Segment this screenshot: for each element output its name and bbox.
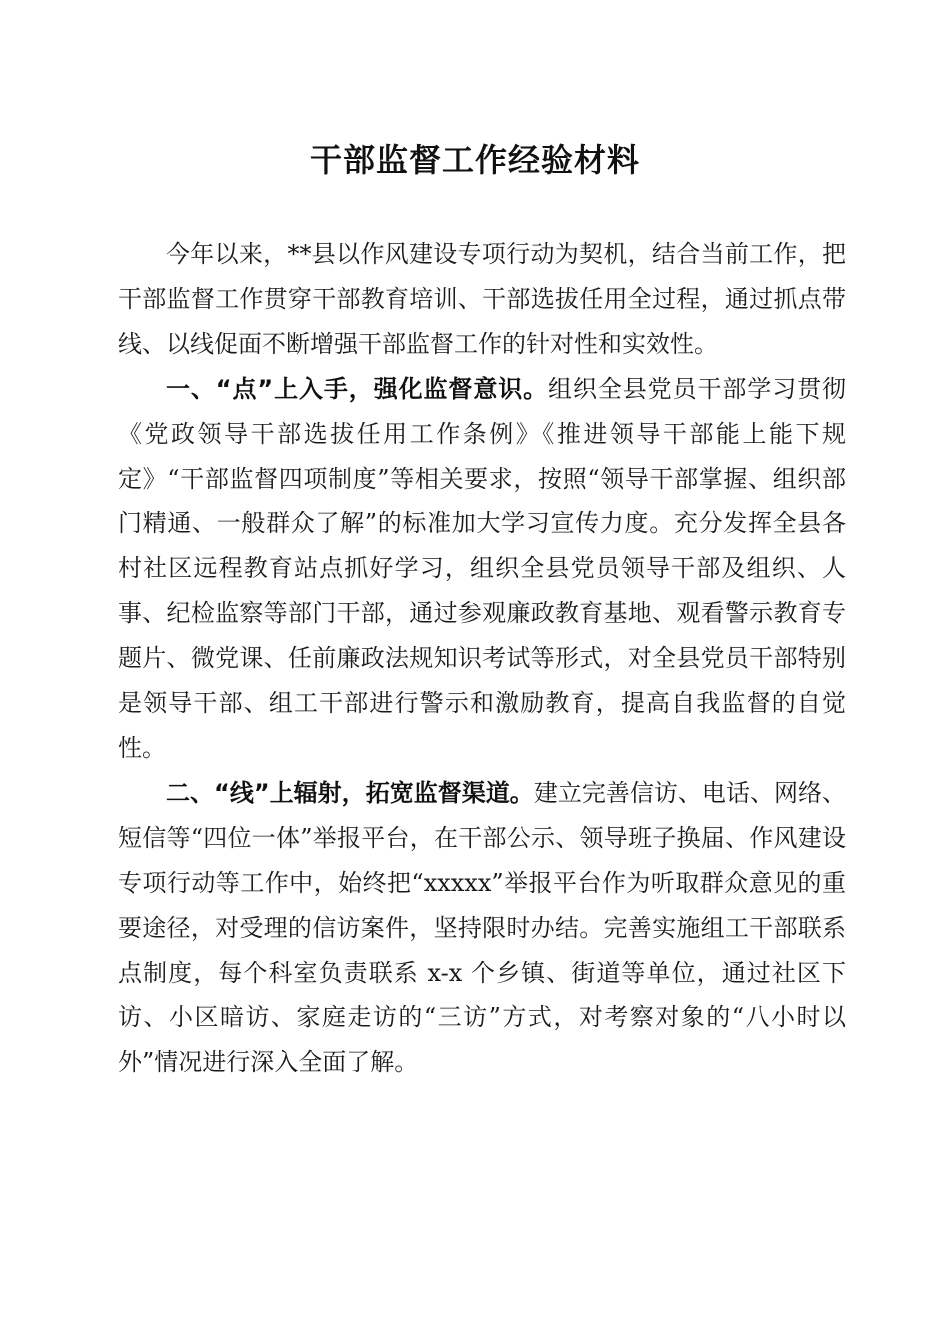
section-2-text: 建立完善信访、电话、网络、短信等“四位一体”举报平台，在干部公示、领导班子换届、作风建设专项行动等工作中，始终把“xxxxx”举报平台作为听取群众意见的重要途径，对受理的信访案件，坚持限时办结。完善实施组工干部联系点制度，每个科室负责联系 x-x 个乡镇、街道等单位，通过社区下访、小区暗访、家庭走访的“三访”方式，对考察对象的“八小时以外”情况进行深入全面了解。 bbox=[118, 778, 847, 1077]
paragraph-intro-text: 今年以来，**县以作风建设专项行动为契机，结合当前工作，把干部监督工作贯穿干部教育培训、干部选拔任用全过程，通过抓点带线、以线促面不断增强干部监督工作的针对性和实效性。 bbox=[118, 240, 846, 358]
section-1-heading: 一、“点”上入手，强化监督意识。 bbox=[166, 374, 549, 403]
paragraph-section-1 bbox=[118, 367, 846, 771]
paragraph-section-2 bbox=[118, 771, 846, 1085]
document-body bbox=[118, 232, 846, 1085]
paragraph-intro bbox=[118, 232, 846, 367]
section-2-heading: 二、“线”上辐射，拓宽监督渠道。 bbox=[166, 778, 534, 807]
section-1-text: 组织全县党员干部学习贯彻《党政领导干部选拔任用工作条例》《推进领导干部能上能下规定》“干部监督四项制度”等相关要求，按照“领导干部掌握、组织部门精通、一般群众了解”的标准加大学习宣传力度。充分发挥全县各村社区远程教育站点抓好学习，组织全县党员领导干部及组织、人事、纪检监察等部门干部，通过参观廉政教育基地、观看警示教育专题片、微党课、任前廉政法规知识考试等形式，对全县党员干部特别是领导干部、组工干部进行警示和激励教育，提高自我监督的自觉性。 bbox=[118, 374, 847, 762]
document-title: 干部监督工作经验材料 bbox=[309, 141, 640, 179]
